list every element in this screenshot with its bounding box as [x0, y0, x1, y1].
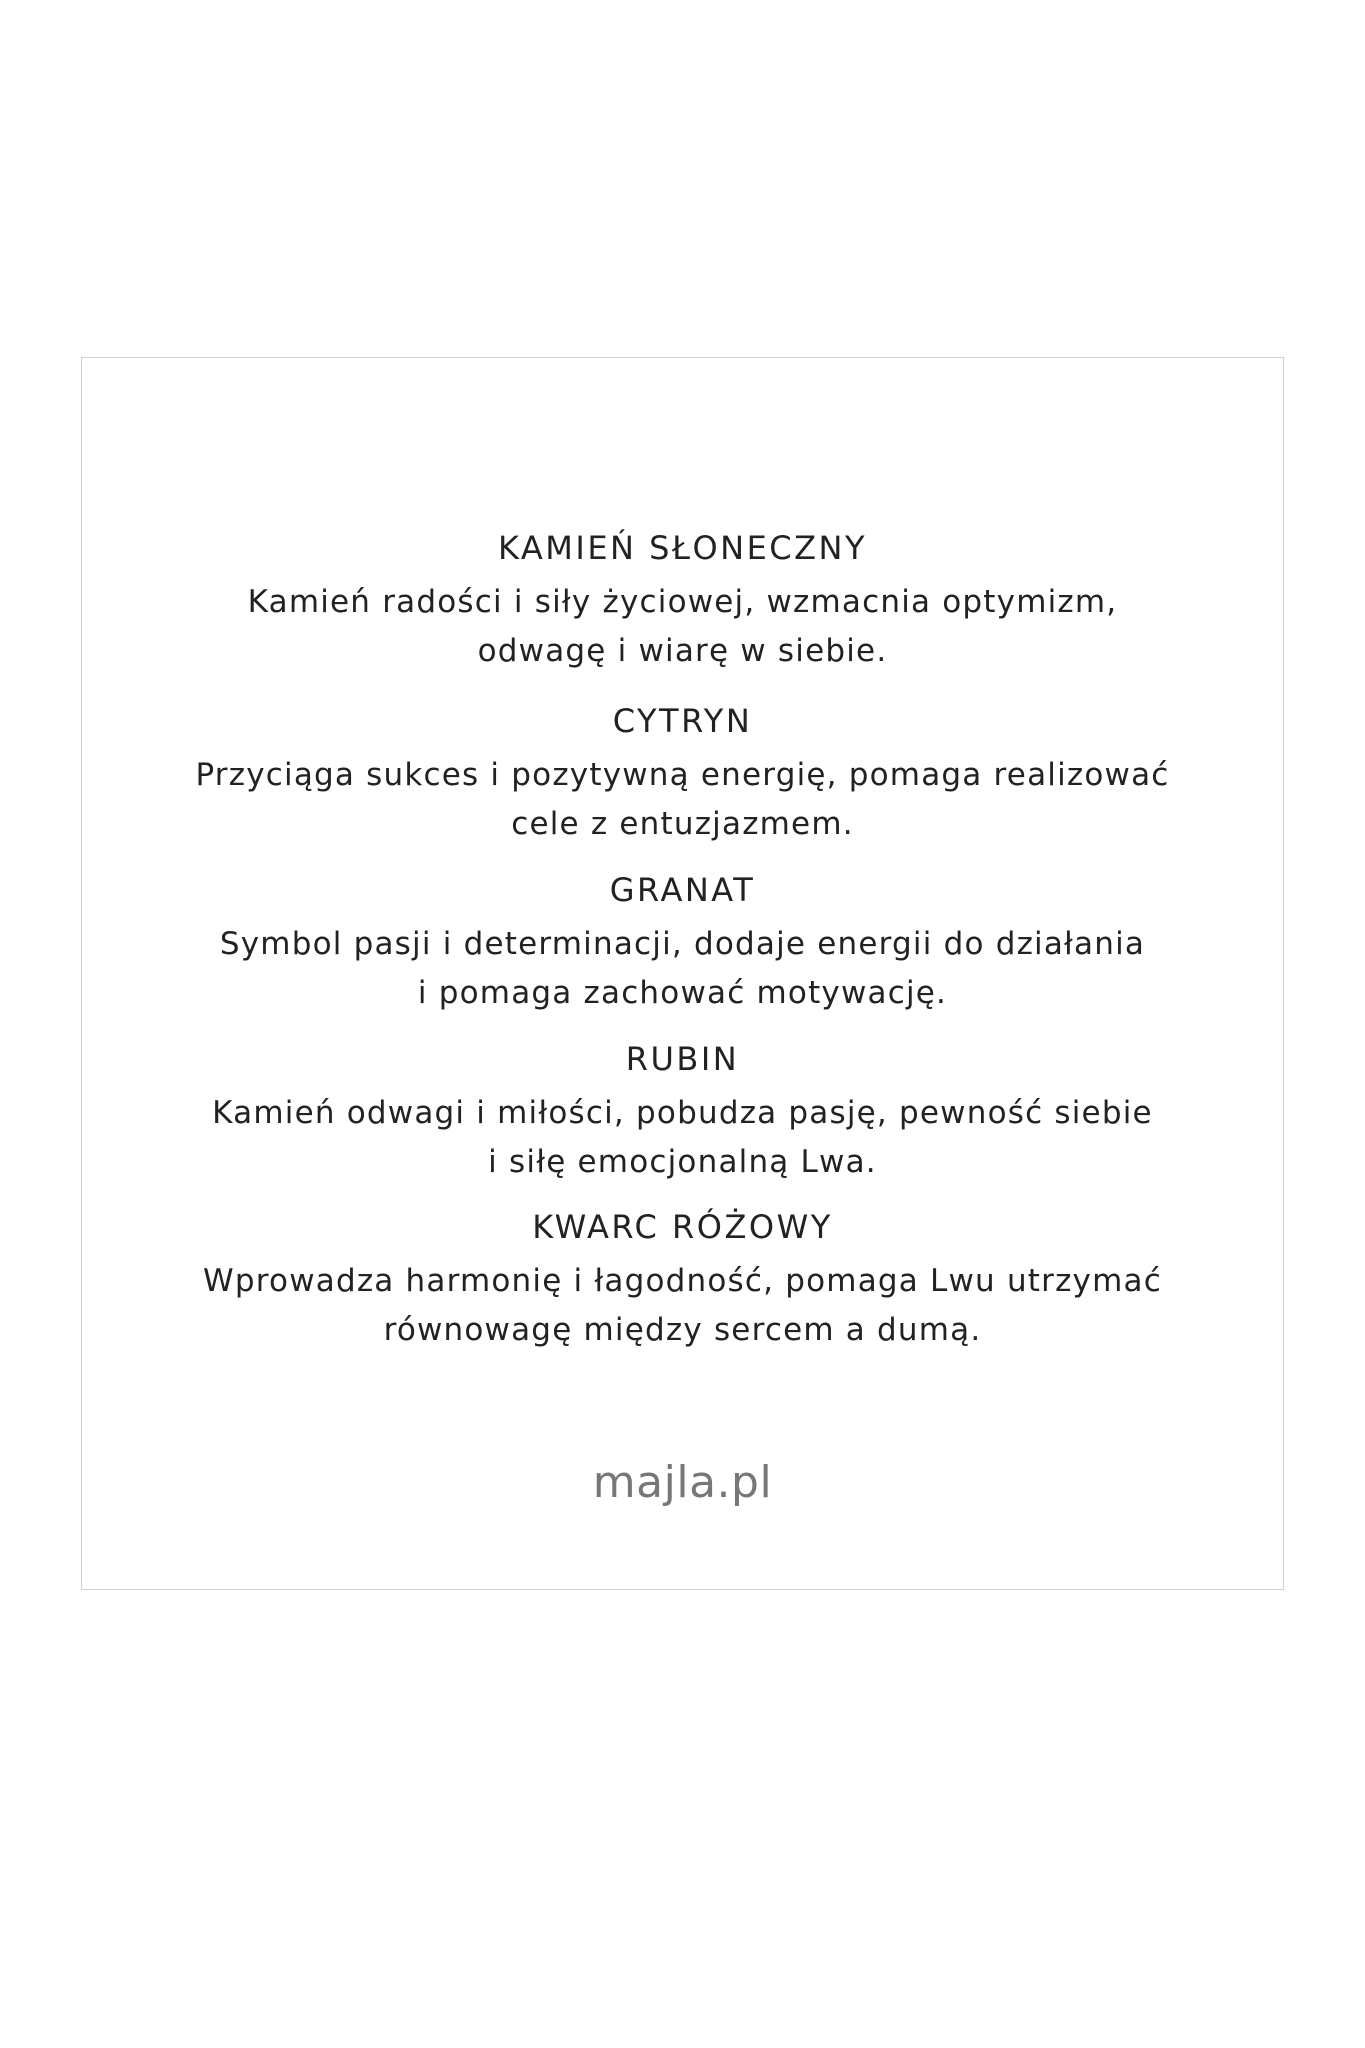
stone-description-line: Kamień odwagi i miłości, pobudza pasję, pewność siebie — [212, 1095, 1153, 1131]
stone-name: RUBIN — [625, 1040, 740, 1078]
stone-name: CYTRYN — [612, 702, 753, 740]
info-card — [81, 357, 1284, 1590]
stone-description — [82, 1089, 1283, 1187]
stone-entry-kamien-sloneczny — [82, 528, 1283, 676]
stone-description-line: Kamień radości i siły życiowej, wzmacnia optymizm, — [247, 584, 1118, 620]
stone-description-line: Wprowadza harmonię i łagodność, pomaga Lwu utrzymać — [203, 1263, 1162, 1299]
stone-description-line: Symbol pasji i determinacji, dodaje energii do działania — [219, 926, 1146, 962]
stone-description — [82, 920, 1283, 1018]
stone-description — [82, 1257, 1283, 1355]
stone-description — [82, 751, 1283, 849]
stone-name: KAMIEŃ SŁONECZNY — [497, 529, 868, 567]
stone-description-line: cele z entuzjazmem. — [511, 806, 854, 842]
stone-name: KWARC RÓŻOWY — [532, 1208, 833, 1246]
stone-entry-cytryn — [82, 701, 1283, 849]
stone-description-line: Przyciąga sukces i pozytywną energię, pomaga realizować — [195, 757, 1170, 793]
brand-logo-text: majla.pl — [592, 1457, 773, 1508]
stone-description-line: i pomaga zachować motywację. — [417, 975, 948, 1011]
stone-description — [82, 578, 1283, 676]
stone-description-line: równowagę między sercem a dumą. — [383, 1312, 982, 1348]
stone-entry-kwarc-rozowy — [82, 1207, 1283, 1355]
stone-entry-rubin — [82, 1039, 1283, 1187]
stone-name: GRANAT — [609, 871, 756, 909]
stone-entry-granat — [82, 870, 1283, 1018]
stone-description-line: odwagę i wiarę w siebie. — [477, 633, 888, 669]
stone-description-line: i siłę emocjonalną Lwa. — [488, 1144, 877, 1180]
